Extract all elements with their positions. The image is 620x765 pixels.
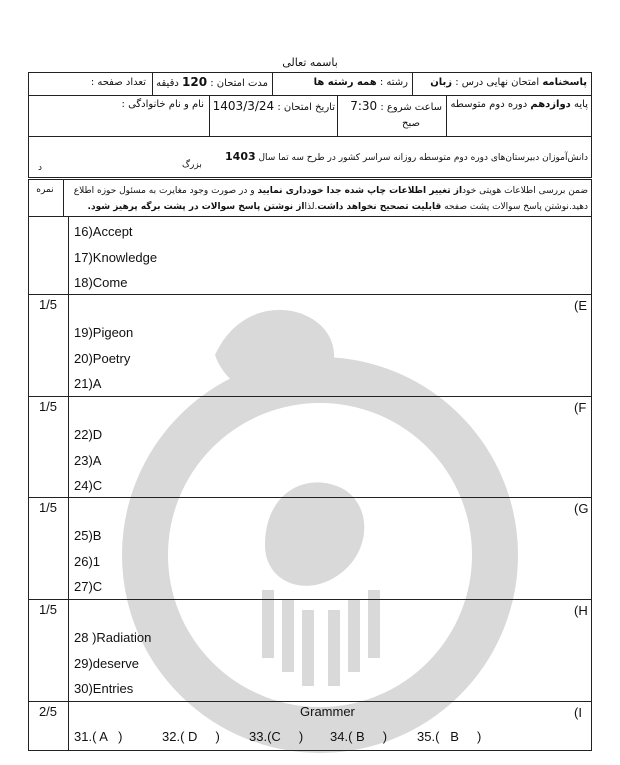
section-e-score: 1/5 <box>38 297 58 312</box>
answer-26: 26)1 <box>74 553 101 569</box>
section-i-heading: Grammer <box>300 704 355 719</box>
answer-30: 30)Entries <box>74 681 134 696</box>
section-h-answers <box>74 625 151 702</box>
answer-21: 21)A <box>74 376 102 391</box>
duration-cell: مدت امتحان : 120 دقیقه <box>156 75 268 89</box>
signature-mark: د <box>38 163 43 173</box>
section-f-answers <box>74 422 102 499</box>
notice-text: ضمن بررسی اطلاعات هویتی خوداز تغییر اطلاعات چاپ شده جدا خودداری نمایید و در صورت وجود مغایرت به مسئول حوزه اطلاع دهید.نوشتن پاسخ سوالات پشت صفحه قابلیت تصحیح نخواهد داشت.لذااز نوشتن پاسخ سوالات در پشت برگه پرهیز شود. <box>73 186 588 212</box>
section-f-score: 1/5 <box>38 399 58 414</box>
page-title: باسمه تعالی <box>282 56 338 69</box>
answer-23: 23)A <box>74 452 102 468</box>
signature-label: بزرگ <box>182 160 202 170</box>
answer-27: 27)C <box>74 579 103 594</box>
answer-22: 22)D <box>74 427 103 442</box>
exam-date-cell: تاریخ امتحان : 1403/3/24 <box>212 99 335 113</box>
subject-cell: پاسخنامه امتحان نهایی درس : زبان <box>430 77 587 88</box>
answer-34: 34.( B ) <box>330 729 388 744</box>
answer-18: 18)Come <box>74 275 128 290</box>
answer-25: 25)B <box>74 528 102 543</box>
answer-28: 28 )Radiation <box>74 630 152 645</box>
score-header: نمره <box>36 185 54 195</box>
section-g-answers <box>74 523 102 600</box>
section-f-letter: (F <box>574 400 587 415</box>
section-e-letter: (E <box>574 298 587 313</box>
answer-32: 32.( D ) <box>162 729 220 744</box>
answer-35: 35.( B ) <box>417 729 482 744</box>
section-continued <box>74 219 157 296</box>
answer-20: 20)Poetry <box>74 350 131 366</box>
start-time-cell: ساعت شروع : 7:30 صبح <box>350 99 442 129</box>
section-e-answers <box>74 320 133 397</box>
section-i-letter: (I <box>574 705 582 720</box>
section-h-score: 1/5 <box>38 602 58 617</box>
grade-cell: پایه دوازدهم دوره دوم متوسطه <box>450 99 588 110</box>
section-i-score: 2/5 <box>38 704 58 719</box>
answer-16: 16)Accept <box>74 224 133 239</box>
student-name-cell: نام و نام خانوادگی : <box>121 99 204 110</box>
answer-17: 17)Knowledge <box>74 249 158 265</box>
students-line: دانش‌آموزان دبیرستان‌های دوره دوم متوسطه روزانه سراسر کشور در طرح سه تما سال 1403 <box>225 150 588 163</box>
answer-29: 29)deserve <box>74 655 140 671</box>
section-h-letter: (H <box>574 603 588 618</box>
field-cell: رشته : همه رشته ها <box>313 77 408 88</box>
section-g-score: 1/5 <box>38 500 58 515</box>
answer-24: 24)C <box>74 478 103 493</box>
section-g-letter: (G <box>574 501 589 516</box>
pages-cell: تعداد صفحه : <box>90 77 146 88</box>
answer-33: 33.(C ) <box>249 729 304 744</box>
answer-31: 31.( A ) <box>74 729 123 744</box>
answer-19: 19)Pigeon <box>74 325 134 340</box>
